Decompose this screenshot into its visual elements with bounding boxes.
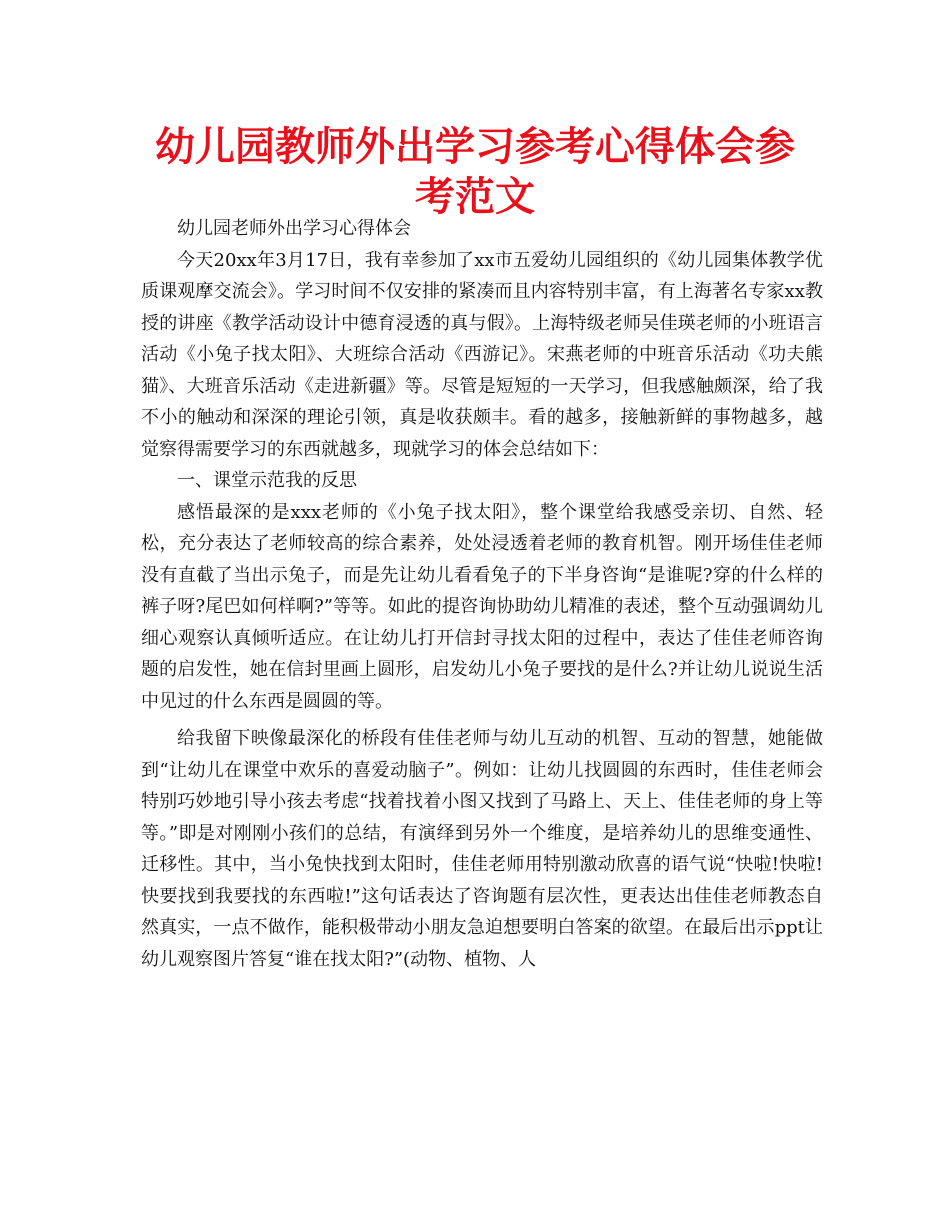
- document-title: 幼儿园教师外出学习参考心得体会参考范文: [155, 124, 795, 220]
- paragraph-subtitle: 幼儿园老师外出学习心得体会: [177, 218, 411, 239]
- section-heading: 一、课堂示范我的反思: [177, 470, 357, 491]
- paragraph-reflection-1: 感悟最深的是xxx老师的《小兔子找太阳》，整个课堂给我感受亲切、自然、轻松，充分表达了老师较高的综合素养，处处浸透着老师的教育机智。刚开场佳佳老师没有直截了当出示兔子，而是先让幼儿看看兔子的下半身咨询“是谁呢?穿的什么样的裤子呀?尾巴如何样啊?”等等。如此的提咨询协助幼儿精准的表述，整个互动强调幼儿细心观察认真倾听适应。在让幼儿打开信封寻找太阳的过程中，表达了佳佳老师咨询题的启发性，她在信封里画上圆形，启发幼儿小兔子要找的是什么?并让幼儿说说生活中见过的什么东西是圆圆的等。: [141, 501, 823, 712]
- paragraph-intro: 今天20xx年3月17日，我有幸参加了xx市五爱幼儿园组织的《幼儿园集体教学优质课观摩交流会》。学习时间不仅安排的紧凑而且内容特别丰富，有上海著名专家xx教授的讲座《教学活动设计中德育浸透的真与假》。上海特级老师吴佳瑛老师的小班语言活动《小兔子找太阳》、大班综合活动《西游记》。宋燕老师的中班音乐活动《功夫熊猫》、大班音乐活动《走进新疆》等。尽管是短短的一天学习，但我感触颇深，给了我不小的触动和深深的理论引领，真是收获颇丰。看的越多，接触新鲜的事物越多，越觉察得需要学习的东西就越多，现就学习的体会总结如下：: [141, 249, 823, 460]
- document-body: [141, 213, 823, 975]
- paragraph-reflection-2: 给我留下映像最深化的桥段有佳佳老师与幼儿互动的机智、互动的智慧，她能做到“让幼儿在课堂中欢乐的喜爱动脑子”。例如：让幼儿找圆圆的东西时，佳佳老师会特别巧妙地引导小孩去考虑“找着找着小图又找到了马路上、天上、佳佳老师的身上等等。”即是对刚刚小孩们的总结，有演绎到另外一个维度，是培养幼儿的思维变通性、迁移性。其中，当小兔快找到太阳时，佳佳老师用特别激动欣喜的语气说“快啦!快啦!快要找到我要找的东西啦!”这句话表达了咨询题有层次性，更表达出佳佳老师教态自然真实，一点不做作，能积极带动小朋友急迫想要明白答案的欲望。在最后出示ppt让幼儿观察图片答复“谁在找太阳?”(动物、植物、人: [141, 728, 823, 970]
